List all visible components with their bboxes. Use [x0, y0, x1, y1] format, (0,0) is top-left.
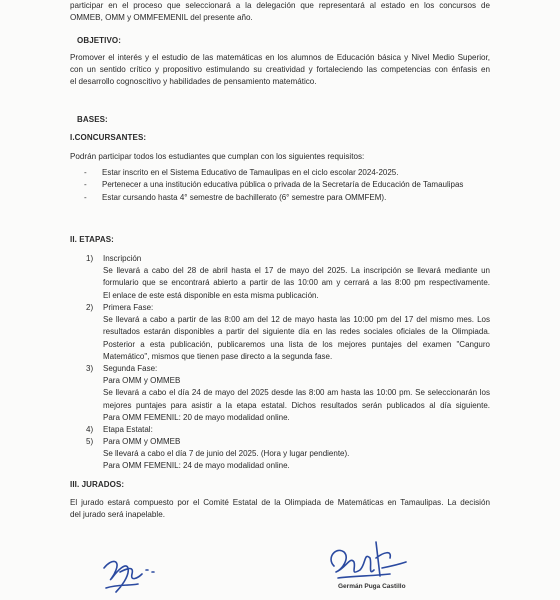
stage-text-line: formulario que se encontrará abierto a partir de las 10:00 am y cerrará a las 8:00 pm respectivamente. [103, 278, 490, 288]
bases-heading: BASES: [77, 115, 108, 124]
stage-text-line: resultados estarán disponibles a partir del siguiente día en las redes sociales oficiales de la Olimpiada. [103, 327, 490, 337]
stage-text-line: Se llevará a cabo del 28 de abril hasta el 17 de mayo del 2025. La inscripción se llevará mediante un [103, 266, 490, 276]
intro-line-1: participar en el proceso que seleccionará a la delegación que representará al estado en los concursos de [70, 1, 490, 10]
intro-line-2: OMMEB, OMM y OMMFEMENIL del presente año. [70, 13, 253, 22]
jury-heading: III. JURADOS: [70, 480, 125, 489]
objective-line-1: Promover el interés y el estudio de las matemáticas en los alumnos de Educación básica y Nivel Medio Superior, [70, 53, 490, 62]
stage-text-line: Para OMM FEMENIL: 20 de mayo modalidad online. [103, 412, 290, 422]
stage-1 [86, 253, 490, 302]
jury-line-2: del jurado será inapelable. [70, 510, 165, 519]
stage-number: 4) [86, 425, 94, 434]
objective-line-2: con un sentido crítico y propositivo estimulando su creatividad y fortaleciendo las competencias con énfasis en [70, 65, 490, 74]
stage-text-line: Se llevará a cabo el día 24 de mayo del 2025 desde las 8:00 am hasta las 10:00 pm. Se seleccionarán los [103, 388, 490, 398]
right-signature [320, 536, 410, 588]
stage-text-line: Matemático", mismos que tienen pase directo a la segunda fase. [103, 351, 333, 361]
stage-text-line: Posterior a esta publicación, publicaremos una lista de los mejores puntajes del examen "Canguro [103, 339, 490, 349]
stage-number: 5) [86, 437, 94, 446]
stage-number: 1) [86, 254, 94, 263]
left-signature [98, 548, 168, 596]
stage-title: Para OMM y OMMEB [103, 437, 181, 446]
stage-3 [86, 363, 490, 424]
requirement-item: - Estar cursando hasta 4° semestre de bachillerato (6° semestre para OMMFEM). [84, 192, 463, 204]
stage-5 [86, 436, 490, 473]
jury-line-1: El jurado estará compuesto por el Comité Estatal de la Olimpiada de Matemáticas en Tamaulipas. La decisión [70, 498, 490, 507]
contestants-heading: I.CONCURSANTES: [70, 133, 147, 142]
stage-title: Etapa Estatal: [103, 425, 153, 434]
stage-subtitle: Para OMM y OMMEB [103, 376, 181, 386]
requirement-item: - Pertenecer a una institución educativa pública o privada de la Secretaría de Educación de Tamaulipas [84, 179, 463, 191]
stage-number: 3) [86, 364, 94, 373]
objective-line-3: el desarrollo cognoscitivo y habilidades de pensamiento matemático. [70, 77, 317, 86]
stage-text-line: Se llevará a cabo a partir de las 8:00 am del 12 de mayo hasta las 10:00 pm del 17 del mismo mes. Los [103, 315, 490, 325]
requirements-list [84, 167, 463, 204]
stage-title: Primera Fase: [103, 303, 154, 312]
stage-title: Inscripción [103, 254, 142, 263]
stage-number: 2) [86, 303, 94, 312]
stage-4 [86, 424, 490, 436]
stage-2 [86, 302, 490, 363]
stage-text-line: El enlace de este está disponible en esta misma publicación. [103, 290, 319, 300]
contestants-intro: Podrán participar todos los estudiantes que cumplan con los siguientes requisitos: [70, 152, 365, 161]
signatory-name: Germán Puga Castillo [338, 583, 406, 590]
stage-title: Segunda Fase: [103, 364, 158, 373]
stage-text-line: Se llevará a cabo el día 7 de junio del 2025. (Hora y lugar pendiente). [103, 449, 350, 459]
stage-text-line: Para OMM FEMENIL: 24 de mayo modalidad online. [103, 461, 290, 471]
objective-heading: OBJETIVO: [77, 36, 122, 45]
stage-text-line: mejores puntajes para asistir a la etapa estatal. Dichos resultados serán publicados al día siguiente. [103, 400, 490, 410]
requirement-item: - Estar inscrito en el Sistema Educativo de Tamaulipas en el ciclo escolar 2024-2025. [84, 167, 463, 179]
stages-heading: II. ETAPAS: [70, 235, 114, 244]
